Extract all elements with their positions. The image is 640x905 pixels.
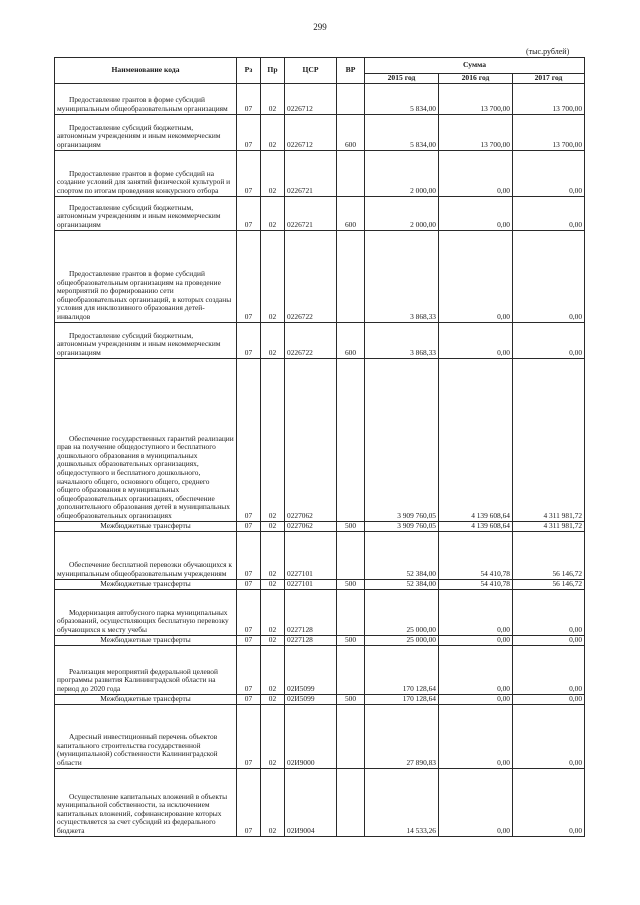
row-name: Предоставление грантов в форме субсидий муниципальным общеобразовательным организациям <box>55 83 237 114</box>
row-sum-2017: 0,00 <box>513 645 585 694</box>
row-csr: 02И5099 <box>285 645 337 694</box>
table-row <box>55 579 585 589</box>
page-number: 299 <box>313 22 327 32</box>
row-name: Межбюджетные трансферты <box>55 521 237 531</box>
row-sum-2015: 3 868,33 <box>365 322 439 358</box>
row-pr: 02 <box>261 589 285 635</box>
row-sum-2016: 0,00 <box>439 196 513 230</box>
row-sum-2017: 0,00 <box>513 694 585 704</box>
row-csr: 02И9000 <box>285 704 337 768</box>
row-rz: 07 <box>237 645 261 694</box>
row-vr <box>337 531 365 579</box>
row-name: Предоставление субсидий бюджетным, автономным учреждениям и иным некоммерческим организациям <box>55 114 237 150</box>
row-sum-2016: 0,00 <box>439 589 513 635</box>
row-name: Предоставление субсидий бюджетным, автономным учреждениям и иным некоммерческим организациям <box>55 196 237 230</box>
row-vr: 600 <box>337 114 365 150</box>
row-name: Осуществление капитальных вложений в объекты муниципальной собственности, за исключением капитальных вложений, софинансирование которых осуществляется за счет субсидий из федерального бюджета <box>55 768 237 836</box>
table-row <box>55 83 585 114</box>
row-sum-2015: 5 834,00 <box>365 114 439 150</box>
row-rz: 07 <box>237 589 261 635</box>
row-sum-2016: 4 139 608,64 <box>439 358 513 521</box>
row-sum-2015: 52 384,00 <box>365 579 439 589</box>
row-rz: 07 <box>237 196 261 230</box>
row-sum-2017: 56 146,72 <box>513 579 585 589</box>
row-sum-2016: 4 139 608,64 <box>439 521 513 531</box>
row-rz: 07 <box>237 83 261 114</box>
table-row <box>55 196 585 230</box>
row-sum-2017: 0,00 <box>513 150 585 196</box>
header-rz: Рз <box>237 58 261 84</box>
header-sum: Сумма <box>365 58 585 74</box>
row-vr <box>337 704 365 768</box>
row-name: Межбюджетные трансферты <box>55 579 237 589</box>
row-csr: 0226712 <box>285 83 337 114</box>
row-sum-2016: 0,00 <box>439 230 513 322</box>
table-row <box>55 635 585 645</box>
row-csr: 0227062 <box>285 358 337 521</box>
table-row <box>55 694 585 704</box>
row-sum-2016: 0,00 <box>439 694 513 704</box>
row-vr <box>337 358 365 521</box>
row-sum-2016: 13 700,00 <box>439 114 513 150</box>
row-pr: 02 <box>261 114 285 150</box>
row-pr: 02 <box>261 768 285 836</box>
row-sum-2017: 4 311 981,72 <box>513 521 585 531</box>
row-vr <box>337 589 365 635</box>
row-vr <box>337 230 365 322</box>
row-name: Предоставление грантов в форме субсидий общеобразовательным организациям на проведение мероприятий по формированию сети общеобразовательных организаций, в которых созданы условия для инклюзивного образования детей-инвалидов <box>55 230 237 322</box>
header-vr: ВР <box>337 58 365 84</box>
row-sum-2016: 13 700,00 <box>439 83 513 114</box>
row-rz: 07 <box>237 694 261 704</box>
row-sum-2016: 54 410,78 <box>439 579 513 589</box>
row-pr: 02 <box>261 196 285 230</box>
row-name: Межбюджетные трансферты <box>55 635 237 645</box>
row-sum-2015: 2 000,00 <box>365 150 439 196</box>
row-name: Межбюджетные трансферты <box>55 694 237 704</box>
row-csr: 0227062 <box>285 521 337 531</box>
table-row <box>55 589 585 635</box>
row-name: Предоставление грантов в форме субсидий на создание условий для занятий физической культурой и спортом по итогам проведения конкурсного отбора <box>55 150 237 196</box>
row-sum-2016: 0,00 <box>439 768 513 836</box>
header-year-2017: 2017 год <box>513 74 585 84</box>
row-sum-2016: 0,00 <box>439 645 513 694</box>
header-year-2016: 2016 год <box>439 74 513 84</box>
header-year-2015: 2015 год <box>365 74 439 84</box>
row-vr: 500 <box>337 521 365 531</box>
row-pr: 02 <box>261 579 285 589</box>
row-vr: 500 <box>337 635 365 645</box>
table-row <box>55 322 585 358</box>
row-sum-2015: 170 128,64 <box>365 694 439 704</box>
row-sum-2016: 0,00 <box>439 150 513 196</box>
row-rz: 07 <box>237 579 261 589</box>
row-vr: 500 <box>337 694 365 704</box>
header-pr: Пр <box>261 58 285 84</box>
row-sum-2015: 170 128,64 <box>365 645 439 694</box>
row-vr <box>337 645 365 694</box>
row-sum-2015: 3 868,33 <box>365 230 439 322</box>
row-sum-2017: 13 700,00 <box>513 83 585 114</box>
row-sum-2017: 0,00 <box>513 768 585 836</box>
row-pr: 02 <box>261 531 285 579</box>
row-sum-2017: 0,00 <box>513 196 585 230</box>
row-sum-2015: 3 909 760,05 <box>365 521 439 531</box>
table-row <box>55 114 585 150</box>
row-pr: 02 <box>261 83 285 114</box>
row-csr: 0227101 <box>285 579 337 589</box>
row-pr: 02 <box>261 150 285 196</box>
row-pr: 02 <box>261 635 285 645</box>
row-sum-2016: 0,00 <box>439 322 513 358</box>
row-name: Обеспечение государственных гарантий реализации прав на получение общедоступного и бесплатного дошкольного образования в муниципальных дошкольных образовательных организациях, общедоступного и бесплатного дошкольного, начального общего, основного общего, среднего общего образования в муниципальных общеобразовательных организациях, обеспечение дополнительного образования детей в муниципальных общеобразовательных организациях <box>55 358 237 521</box>
row-pr: 02 <box>261 704 285 768</box>
row-rz: 07 <box>237 704 261 768</box>
row-vr <box>337 83 365 114</box>
row-rz: 07 <box>237 531 261 579</box>
row-sum-2017: 0,00 <box>513 589 585 635</box>
row-sum-2015: 3 909 760,05 <box>365 358 439 521</box>
row-name: Адресный инвестиционный перечень объектов капитального строительства государственной (муниципальной) собственности Калининградской области <box>55 704 237 768</box>
row-rz: 07 <box>237 114 261 150</box>
row-csr: 0226722 <box>285 322 337 358</box>
row-pr: 02 <box>261 322 285 358</box>
row-vr: 500 <box>337 579 365 589</box>
row-name: Предоставление субсидий бюджетным, автономным учреждениям и иным некоммерческим организациям <box>55 322 237 358</box>
row-vr: 600 <box>337 322 365 358</box>
budget-table <box>54 57 585 837</box>
row-name: Реализация мероприятий федеральной целевой программы развития Калининградской области на период до 2020 года <box>55 645 237 694</box>
row-sum-2015: 14 533,26 <box>365 768 439 836</box>
row-csr: 0227128 <box>285 635 337 645</box>
row-rz: 07 <box>237 150 261 196</box>
row-vr <box>337 150 365 196</box>
row-sum-2015: 27 890,83 <box>365 704 439 768</box>
row-vr: 600 <box>337 196 365 230</box>
row-sum-2015: 2 000,00 <box>365 196 439 230</box>
row-csr: 0227101 <box>285 531 337 579</box>
row-sum-2017: 0,00 <box>513 704 585 768</box>
row-pr: 02 <box>261 694 285 704</box>
table-row <box>55 531 585 579</box>
row-rz: 07 <box>237 768 261 836</box>
row-sum-2015: 25 000,00 <box>365 635 439 645</box>
row-name: Модернизация автобусного парка муниципальных образований, осуществляющих бесплатную перевозку обучающихся к месту учебы <box>55 589 237 635</box>
row-vr <box>337 768 365 836</box>
row-sum-2017: 13 700,00 <box>513 114 585 150</box>
table-row <box>55 645 585 694</box>
row-csr: 0226721 <box>285 196 337 230</box>
row-sum-2016: 54 410,78 <box>439 531 513 579</box>
row-rz: 07 <box>237 358 261 521</box>
row-rz: 07 <box>237 521 261 531</box>
table-row <box>55 768 585 836</box>
row-sum-2016: 0,00 <box>439 635 513 645</box>
row-sum-2017: 56 146,72 <box>513 531 585 579</box>
row-name: Обеспечение бесплатной перевозки обучающихся к муниципальным общеобразовательным учреждениям <box>55 531 237 579</box>
row-csr: 0226721 <box>285 150 337 196</box>
row-pr: 02 <box>261 645 285 694</box>
row-sum-2017: 4 311 981,72 <box>513 358 585 521</box>
row-csr: 02И9004 <box>285 768 337 836</box>
row-sum-2015: 25 000,00 <box>365 589 439 635</box>
units-label: (тыс.рублей) <box>526 47 570 56</box>
header-name: Наименование кода <box>55 58 237 84</box>
header-csr: ЦСР <box>285 58 337 84</box>
table-row <box>55 150 585 196</box>
row-sum-2016: 0,00 <box>439 704 513 768</box>
row-sum-2017: 0,00 <box>513 322 585 358</box>
row-rz: 07 <box>237 635 261 645</box>
row-csr: 0227128 <box>285 589 337 635</box>
row-pr: 02 <box>261 521 285 531</box>
row-csr: 0226722 <box>285 230 337 322</box>
table-row <box>55 230 585 322</box>
row-sum-2015: 5 834,00 <box>365 83 439 114</box>
row-csr: 0226712 <box>285 114 337 150</box>
row-pr: 02 <box>261 230 285 322</box>
row-pr: 02 <box>261 358 285 521</box>
row-rz: 07 <box>237 322 261 358</box>
row-sum-2017: 0,00 <box>513 230 585 322</box>
row-rz: 07 <box>237 230 261 322</box>
row-sum-2017: 0,00 <box>513 635 585 645</box>
row-sum-2015: 52 384,00 <box>365 531 439 579</box>
row-csr: 02И5099 <box>285 694 337 704</box>
table-row <box>55 704 585 768</box>
table-row <box>55 521 585 531</box>
table-row <box>55 358 585 521</box>
